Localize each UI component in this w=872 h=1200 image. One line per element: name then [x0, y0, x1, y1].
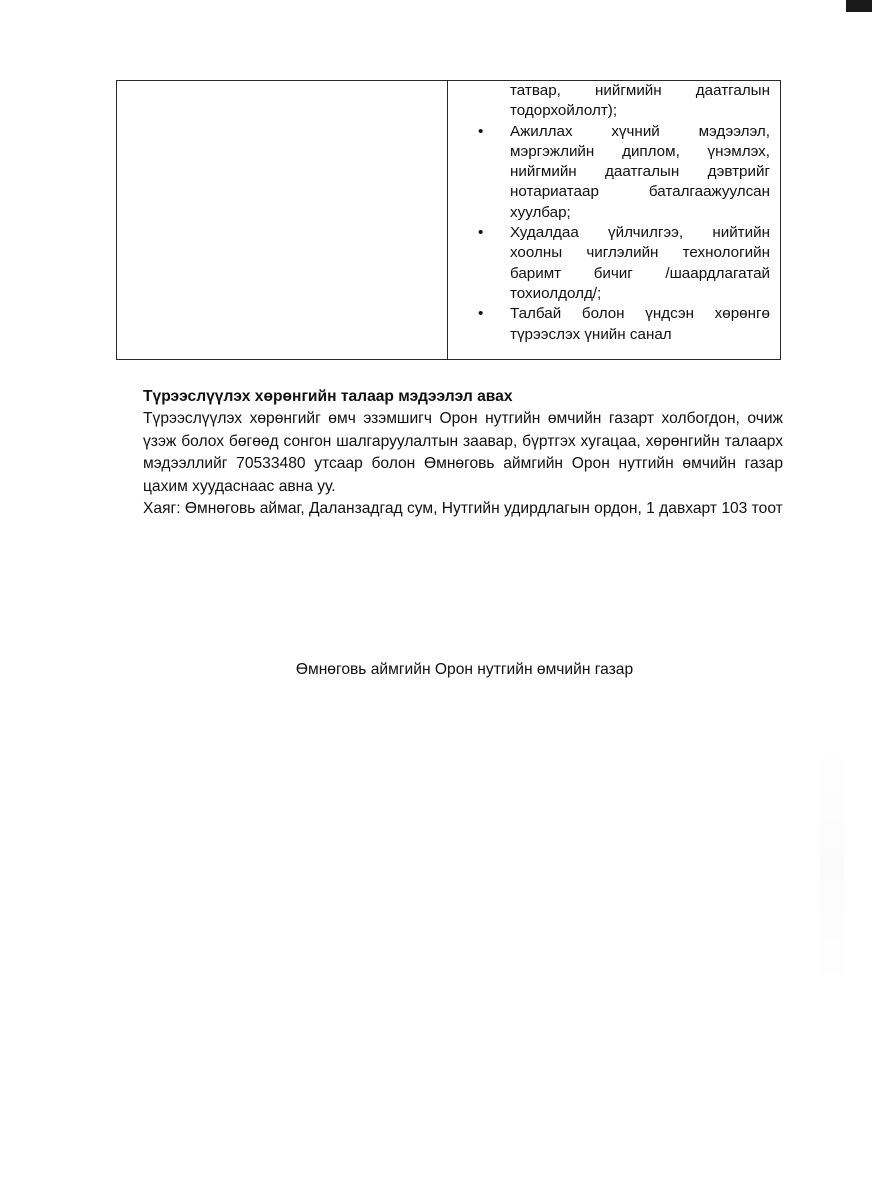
table-cell-requirements — [448, 81, 780, 359]
section-paragraph: Түрээслүүлэх хөрөнгийг өмч эзэмшигч Орон нутгийн өмчийн газарт холбогдон, очиж үзэж болох бөгөөд сонгон шалгаруулалтын заавар, бүртгэх хугацаа, хөрөнгийн талаарх мэдээллийг 70533480 утсаар болон Өмнөговь аймгийн Орон нутгийн өмчийн газар цахим хуудаснаас авна уу. — [143, 410, 783, 495]
bullet-icon: • — [478, 224, 484, 242]
bullet-icon: • — [478, 305, 484, 323]
info-section — [143, 386, 783, 520]
requirements-table — [116, 80, 781, 360]
organization-signature: Өмнөговь аймгийн Орон нутгийн өмчийн газар — [295, 661, 634, 678]
list-item — [478, 122, 770, 223]
section-heading: Түрээслүүлэх хөрөнгийн талаар мэдээлэл авах — [143, 388, 513, 405]
bullet-icon: • — [478, 122, 484, 140]
continuation-line: тодорхойлолт); — [510, 102, 618, 120]
list-item-text: Ажиллах хүчний мэдээлэл, мэргэжлийн диплом, үнэмлэх, нийгмийн даатгалын дэвтрийг нотариатаар баталгаажуулсан хуулбар; — [510, 122, 770, 221]
scan-edge-mark — [846, 0, 872, 12]
list-item-text: Худалдаа үйлчилгээ, нийтийн хоолны чиглэлийн технологийн баримт бичиг /шаардлагатай тохиолдолд/; — [510, 224, 770, 302]
table-cell-empty — [117, 81, 448, 359]
scan-shadow — [820, 740, 844, 990]
list-item — [478, 223, 770, 304]
requirements-list — [478, 122, 770, 345]
list-item — [478, 304, 770, 345]
continuation-line: татвар, нийгмийн даатгалын — [510, 82, 770, 99]
list-item-text: Талбай болон үндсэн хөрөнгө түрээслэх үнийн санал — [510, 305, 770, 343]
address-text: Хаяг: Өмнөговь аймаг, Даланзадгад сум, Нутгийн удирдлагын ордон, 1 давхарт 103 тоот — [143, 500, 783, 518]
